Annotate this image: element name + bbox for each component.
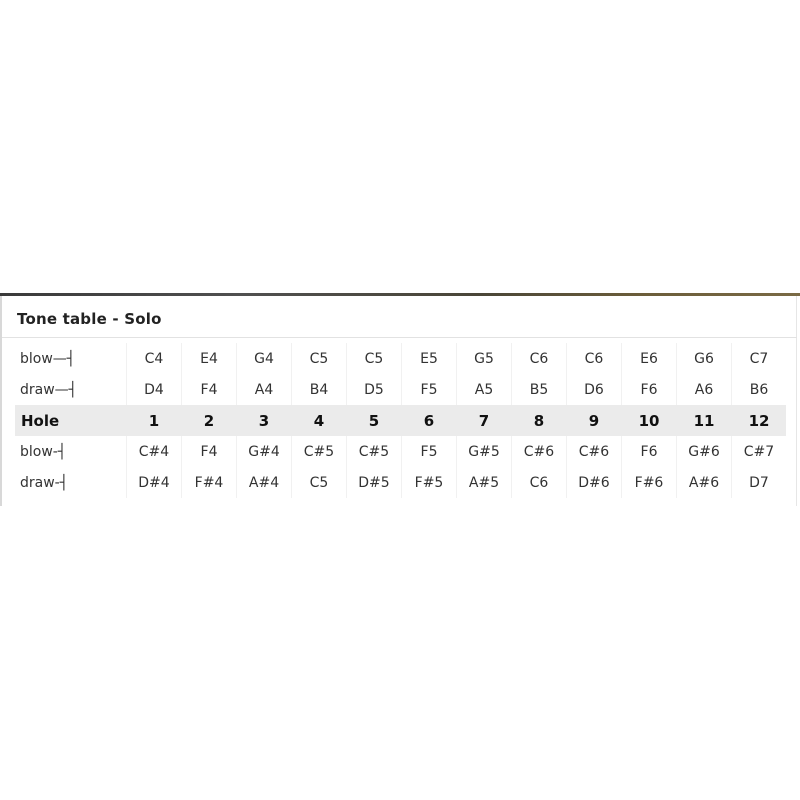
table-cell: C6	[511, 343, 566, 374]
table-cell: G#4	[236, 436, 291, 467]
table-cell: C6	[566, 343, 621, 374]
tone-table-panel	[0, 296, 797, 506]
table-cell: A#5	[456, 467, 511, 498]
table-row-hole	[15, 405, 786, 436]
table-cell: F4	[181, 374, 236, 405]
panel-title: Tone table - Solo	[17, 310, 162, 328]
table-cell: C#7	[731, 436, 786, 467]
table-cell: F5	[401, 436, 456, 467]
table-cell: C#5	[346, 436, 401, 467]
hole-number-cell: 9	[566, 405, 621, 436]
table-cell: E4	[181, 343, 236, 374]
table-cell: C5	[346, 343, 401, 374]
hole-number-cell: 11	[676, 405, 731, 436]
table-cell: G#5	[456, 436, 511, 467]
table-cell: D7	[731, 467, 786, 498]
table-cell: B5	[511, 374, 566, 405]
table-cell: G#6	[676, 436, 731, 467]
row-label-hole: Hole	[15, 405, 126, 436]
table-cell: F4	[181, 436, 236, 467]
table-row-blow	[15, 343, 786, 374]
hole-number-cell: 2	[181, 405, 236, 436]
table-cell: B4	[291, 374, 346, 405]
table-row-blow-bend	[15, 436, 786, 467]
table-cell: A#4	[236, 467, 291, 498]
table-cell: A4	[236, 374, 291, 405]
table-cell: A5	[456, 374, 511, 405]
table-row-draw	[15, 374, 786, 405]
hole-number-cell: 8	[511, 405, 566, 436]
table-cell: D5	[346, 374, 401, 405]
table-cell: F5	[401, 374, 456, 405]
tone-table	[15, 343, 786, 498]
table-cell: B6	[731, 374, 786, 405]
hole-number-cell: 6	[401, 405, 456, 436]
hole-number-cell: 10	[621, 405, 676, 436]
table-cell: C#5	[291, 436, 346, 467]
table-cell: C5	[291, 467, 346, 498]
hole-number-cell: 7	[456, 405, 511, 436]
table-cell: F#6	[621, 467, 676, 498]
hole-number-cell: 5	[346, 405, 401, 436]
table-cell: D#6	[566, 467, 621, 498]
title-divider	[2, 337, 797, 338]
table-cell: D#4	[126, 467, 181, 498]
table-cell: C#6	[566, 436, 621, 467]
table-cell: C7	[731, 343, 786, 374]
table-cell: D6	[566, 374, 621, 405]
row-label-blow-bend: blow-┤	[20, 443, 67, 460]
table-cell: F6	[621, 436, 676, 467]
table-cell: E6	[621, 343, 676, 374]
table-row-draw-bend	[15, 467, 786, 498]
table-cell: F6	[621, 374, 676, 405]
row-label-draw-bend: draw-┤	[20, 474, 69, 491]
hole-number-cell: 3	[236, 405, 291, 436]
table-cell: D#5	[346, 467, 401, 498]
table-cell: C#6	[511, 436, 566, 467]
row-label-blow: blow—┤	[20, 350, 76, 367]
hole-number-cell: 1	[126, 405, 181, 436]
table-cell: G5	[456, 343, 511, 374]
table-cell: A6	[676, 374, 731, 405]
table-cell: G4	[236, 343, 291, 374]
table-cell: C5	[291, 343, 346, 374]
table-cell: F#4	[181, 467, 236, 498]
row-label-draw: draw—┤	[20, 381, 78, 398]
table-cell: C4	[126, 343, 181, 374]
table-cell: F#5	[401, 467, 456, 498]
table-cell: C#4	[126, 436, 181, 467]
table-cell: A#6	[676, 467, 731, 498]
table-cell: D4	[126, 374, 181, 405]
table-cell: E5	[401, 343, 456, 374]
table-cell: G6	[676, 343, 731, 374]
hole-number-cell: 12	[731, 405, 786, 436]
hole-number-cell: 4	[291, 405, 346, 436]
table-cell: C6	[511, 467, 566, 498]
